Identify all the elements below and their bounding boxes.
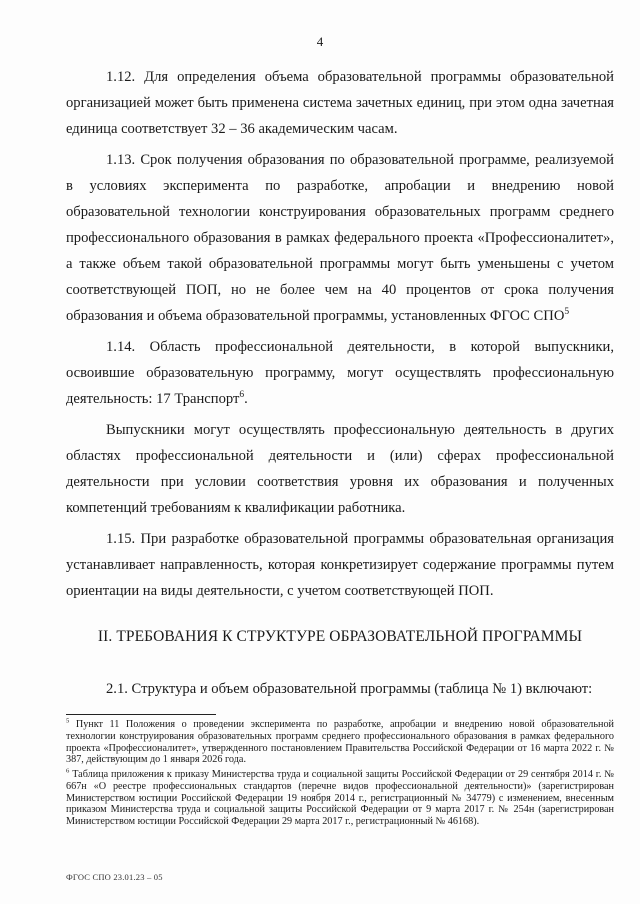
footnote-divider (66, 714, 216, 715)
document-code: ФГОС СПО 23.01.23 – 05 (66, 872, 163, 882)
paragraph-graduates: Выпускники могут осуществлять профессиональную деятельность в других областях профессиональной деятельности и (или) сферах профессиональной деятельности при условии соответствия уровня их образования и полученных компетенций требованиям к квалификации работника. (66, 422, 614, 516)
paragraph-1-13 (66, 147, 614, 329)
main-text (66, 64, 614, 604)
footnote-5-mark: 5 (66, 717, 70, 725)
footnote-ref-5: 5 (564, 307, 570, 318)
paragraph-1-15: 1.15. При разработке образовательной программы образовательная организация устанавливает направленность, которая конкретизирует содержание программы путем ориентации на виды деятельности, с учетом соответствующей ПОП. (66, 531, 614, 599)
paragraph-1-13-text: 1.13. Срок получения образования по образовательной программе, реализуемой в условиях эксперимента по разработке, апробации и внедрению новой образовательной технологии конструирования образовательных программ среднего профессионального образования в рамках федерального проекта «Профессионалитет», а также объем такой образовательной программы могут быть уменьшены с учетом соответствующей ПОП, но не более чем на 40 процентов от срока получения образования и объема образовательной программы, установленных ФГОС СПО (66, 152, 614, 324)
page-number: 4 (316, 34, 324, 49)
paragraph-1-14 (66, 334, 614, 412)
footnote-6 (66, 769, 614, 828)
footnote-6-mark: 6 (66, 767, 70, 775)
paragraph-1-14-tail: . (244, 391, 248, 407)
footnote-5 (66, 719, 614, 766)
section-heading: II. ТРЕБОВАНИЯ К СТРУКТУРЕ ОБРАЗОВАТЕЛЬНОЙ ПРОГРАММЫ (97, 628, 583, 645)
section-intro: 2.1. Структура и объем образовательной программы (таблица № 1) включают: (106, 681, 593, 697)
footnote-ref-6: 6 (239, 390, 245, 401)
footnote-6-text: Таблица приложения к приказу Министерства труда и социальной защиты Российской Федерации от 29 сентября 2014 г. № 667н «О реестре профессиональных стандартов (перечне видов профессиональной деятельности)» (зарегистрирован Министерством юстиции Российской Федерации 19 ноября 2014 г., регистрационный № 34779) с изменением, внесенным приказом Министерства труда и социальной защиты Российской Федерации от 9 марта 2017 г. № 254н (зарегистрирован Министерством юстиции Российской Федерации 29 марта 2017 г., регистрационный № 46168). (66, 769, 614, 828)
paragraph-1-12: 1.12. Для определения объема образовательной программы образовательной организацией может быть применена система зачетных единиц, при этом одна зачетная единица соответствует 32 – 36 академическим часам. (66, 69, 614, 137)
paragraph-1-14-text: 1.14. Область профессиональной деятельности, в которой выпускники, освоившие образовательную программу, могут осуществлять профессиональную деятельность: 17 Транспорт (66, 339, 614, 407)
footnote-5-text: Пункт 11 Положения о проведении эксперимента по разработке, апробации и внедрению новой образовательной технологии конструирования образовательных программ среднего профессионального образования в рамках федерального проекта «Профессионалитет», утвержденного постановлением Правительства Российской Федерации от 16 марта 2022 г. № 387, действующим до 1 января 2026 года. (66, 719, 614, 766)
